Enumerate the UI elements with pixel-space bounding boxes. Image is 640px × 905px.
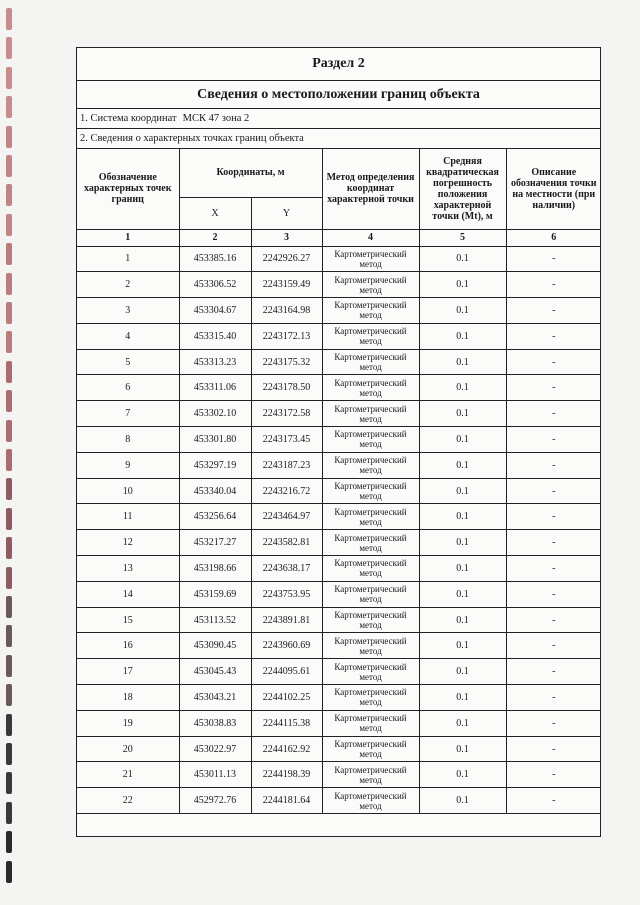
method-cell: Картометрический метод bbox=[322, 788, 419, 814]
error-cell: 0.1 bbox=[419, 401, 506, 427]
x-coordinate-cell: 453306.52 bbox=[179, 272, 251, 298]
description-cell: - bbox=[506, 478, 601, 504]
point-number-cell: 7 bbox=[77, 401, 179, 427]
binding-hole bbox=[6, 420, 12, 442]
y-coordinate-cell: 2243891.81 bbox=[251, 607, 322, 633]
y-coordinate-cell: 2243172.58 bbox=[251, 401, 322, 427]
y-coordinate-cell: 2244115.38 bbox=[251, 710, 322, 736]
point-number-cell: 1 bbox=[77, 246, 179, 272]
method-cell: Картометрический метод bbox=[322, 504, 419, 530]
table-row bbox=[77, 736, 601, 762]
point-number-cell: 17 bbox=[77, 659, 179, 685]
method-cell: Картометрический метод bbox=[322, 607, 419, 633]
y-coordinate-cell: 2243173.45 bbox=[251, 427, 322, 453]
description-cell: - bbox=[506, 375, 601, 401]
x-coordinate-cell: 453302.10 bbox=[179, 401, 251, 427]
table-row bbox=[77, 633, 601, 659]
point-number-cell: 16 bbox=[77, 633, 179, 659]
table-row bbox=[77, 349, 601, 375]
error-cell: 0.1 bbox=[419, 427, 506, 453]
description-cell: - bbox=[506, 504, 601, 530]
description-cell: - bbox=[506, 272, 601, 298]
column-number: 2 bbox=[179, 229, 251, 246]
method-cell: Картометрический метод bbox=[322, 298, 419, 324]
x-coordinate-cell: 453022.97 bbox=[179, 736, 251, 762]
x-coordinate-cell: 453113.52 bbox=[179, 607, 251, 633]
error-cell: 0.1 bbox=[419, 504, 506, 530]
method-cell: Картометрический метод bbox=[322, 685, 419, 711]
table-row bbox=[77, 685, 601, 711]
binding-hole bbox=[6, 655, 12, 677]
y-coordinate-cell: 2243960.69 bbox=[251, 633, 322, 659]
binding-hole bbox=[6, 361, 12, 383]
binding-hole bbox=[6, 537, 12, 559]
point-number-cell: 13 bbox=[77, 556, 179, 582]
binding-hole bbox=[6, 8, 12, 30]
description-cell: - bbox=[506, 762, 601, 788]
description-cell: - bbox=[506, 349, 601, 375]
coordinate-system-value: МСК 47 зона 2 bbox=[182, 113, 250, 124]
header-coords: Координаты, м bbox=[179, 149, 322, 197]
section-subtitle: Сведения о местоположении границ объекта bbox=[77, 81, 600, 109]
table-row bbox=[77, 530, 601, 556]
column-number: 5 bbox=[419, 229, 506, 246]
x-coordinate-cell: 453038.83 bbox=[179, 710, 251, 736]
point-number-cell: 5 bbox=[77, 349, 179, 375]
table-row bbox=[77, 788, 601, 814]
x-coordinate-cell: 453011.13 bbox=[179, 762, 251, 788]
method-cell: Картометрический метод bbox=[322, 581, 419, 607]
method-cell: Картометрический метод bbox=[322, 478, 419, 504]
y-coordinate-cell: 2243216.72 bbox=[251, 478, 322, 504]
method-cell: Картометрический метод bbox=[322, 375, 419, 401]
point-number-cell: 19 bbox=[77, 710, 179, 736]
method-cell: Картометрический метод bbox=[322, 427, 419, 453]
binding-hole bbox=[6, 302, 12, 324]
table-row bbox=[77, 504, 601, 530]
binding-hole bbox=[6, 714, 12, 736]
point-number-cell: 2 bbox=[77, 272, 179, 298]
point-number-cell: 22 bbox=[77, 788, 179, 814]
point-number-cell: 10 bbox=[77, 478, 179, 504]
y-coordinate-cell: 2244162.92 bbox=[251, 736, 322, 762]
description-cell: - bbox=[506, 452, 601, 478]
table-row bbox=[77, 452, 601, 478]
column-numbers-row bbox=[77, 229, 601, 246]
column-number: 6 bbox=[506, 229, 601, 246]
table-row bbox=[77, 323, 601, 349]
point-number-cell: 14 bbox=[77, 581, 179, 607]
method-cell: Картометрический метод bbox=[322, 659, 419, 685]
binding-hole bbox=[6, 772, 12, 794]
table-row bbox=[77, 427, 601, 453]
x-coordinate-cell: 452972.76 bbox=[179, 788, 251, 814]
x-coordinate-cell: 453297.19 bbox=[179, 452, 251, 478]
table-row bbox=[77, 272, 601, 298]
table-row bbox=[77, 659, 601, 685]
binding-hole bbox=[6, 214, 12, 236]
point-number-cell: 12 bbox=[77, 530, 179, 556]
x-coordinate-cell: 453304.67 bbox=[179, 298, 251, 324]
description-cell: - bbox=[506, 246, 601, 272]
error-cell: 0.1 bbox=[419, 633, 506, 659]
table-row bbox=[77, 246, 601, 272]
error-cell: 0.1 bbox=[419, 375, 506, 401]
error-cell: 0.1 bbox=[419, 452, 506, 478]
point-number-cell: 11 bbox=[77, 504, 179, 530]
y-coordinate-cell: 2243464.97 bbox=[251, 504, 322, 530]
coordinate-system-label: 1. Система координат bbox=[80, 113, 177, 124]
binding-hole bbox=[6, 126, 12, 148]
table-row bbox=[77, 607, 601, 633]
point-number-cell: 15 bbox=[77, 607, 179, 633]
method-cell: Картометрический метод bbox=[322, 710, 419, 736]
description-cell: - bbox=[506, 685, 601, 711]
binding-hole bbox=[6, 243, 12, 265]
table-row bbox=[77, 762, 601, 788]
y-coordinate-cell: 2243638.17 bbox=[251, 556, 322, 582]
binding-hole bbox=[6, 508, 12, 530]
y-coordinate-cell: 2244181.64 bbox=[251, 788, 322, 814]
y-coordinate-cell: 2243159.49 bbox=[251, 272, 322, 298]
method-cell: Картометрический метод bbox=[322, 246, 419, 272]
binding-hole bbox=[6, 37, 12, 59]
coordinate-system-line bbox=[77, 109, 600, 129]
binding-hole bbox=[6, 449, 12, 471]
x-coordinate-cell: 453045.43 bbox=[179, 659, 251, 685]
y-coordinate-cell: 2244198.39 bbox=[251, 762, 322, 788]
description-cell: - bbox=[506, 710, 601, 736]
header-description: Описание обозначения точки на местности (при наличии) bbox=[506, 149, 601, 229]
description-cell: - bbox=[506, 556, 601, 582]
section-title: Раздел 2 bbox=[77, 48, 600, 81]
binding-hole bbox=[6, 684, 12, 706]
error-cell: 0.1 bbox=[419, 272, 506, 298]
error-cell: 0.1 bbox=[419, 349, 506, 375]
description-cell: - bbox=[506, 323, 601, 349]
point-number-cell: 8 bbox=[77, 427, 179, 453]
description-cell: - bbox=[506, 659, 601, 685]
description-cell: - bbox=[506, 401, 601, 427]
method-cell: Картометрический метод bbox=[322, 633, 419, 659]
method-cell: Картометрический метод bbox=[322, 323, 419, 349]
error-cell: 0.1 bbox=[419, 685, 506, 711]
x-coordinate-cell: 453159.69 bbox=[179, 581, 251, 607]
binding-hole bbox=[6, 567, 12, 589]
point-number-cell: 21 bbox=[77, 762, 179, 788]
binding-hole bbox=[6, 155, 12, 177]
description-cell: - bbox=[506, 736, 601, 762]
table-row bbox=[77, 478, 601, 504]
table-tail bbox=[77, 814, 600, 831]
binding-hole bbox=[6, 67, 12, 89]
table-row bbox=[77, 581, 601, 607]
header-method: Метод определения координат характерной точки bbox=[322, 149, 419, 229]
error-cell: 0.1 bbox=[419, 736, 506, 762]
x-coordinate-cell: 453043.21 bbox=[179, 685, 251, 711]
y-coordinate-cell: 2242926.27 bbox=[251, 246, 322, 272]
binding-hole bbox=[6, 331, 12, 353]
point-number-cell: 20 bbox=[77, 736, 179, 762]
description-cell: - bbox=[506, 427, 601, 453]
error-cell: 0.1 bbox=[419, 581, 506, 607]
method-cell: Картометрический метод bbox=[322, 762, 419, 788]
y-coordinate-cell: 2244102.25 bbox=[251, 685, 322, 711]
error-cell: 0.1 bbox=[419, 762, 506, 788]
y-coordinate-cell: 2243164.98 bbox=[251, 298, 322, 324]
point-number-cell: 4 bbox=[77, 323, 179, 349]
error-cell: 0.1 bbox=[419, 298, 506, 324]
method-cell: Картометрический метод bbox=[322, 556, 419, 582]
x-coordinate-cell: 453311.06 bbox=[179, 375, 251, 401]
error-cell: 0.1 bbox=[419, 556, 506, 582]
x-coordinate-cell: 453090.45 bbox=[179, 633, 251, 659]
x-coordinate-cell: 453385.16 bbox=[179, 246, 251, 272]
error-cell: 0.1 bbox=[419, 530, 506, 556]
header-x: X bbox=[179, 197, 251, 229]
point-number-cell: 18 bbox=[77, 685, 179, 711]
table-row bbox=[77, 401, 601, 427]
description-cell: - bbox=[506, 607, 601, 633]
y-coordinate-cell: 2243178.50 bbox=[251, 375, 322, 401]
y-coordinate-cell: 2244095.61 bbox=[251, 659, 322, 685]
y-coordinate-cell: 2243175.32 bbox=[251, 349, 322, 375]
x-coordinate-cell: 453313.23 bbox=[179, 349, 251, 375]
binding-hole bbox=[6, 625, 12, 647]
column-number: 3 bbox=[251, 229, 322, 246]
description-cell: - bbox=[506, 581, 601, 607]
points-table bbox=[77, 149, 601, 814]
description-cell: - bbox=[506, 788, 601, 814]
table-row bbox=[77, 710, 601, 736]
x-coordinate-cell: 453217.27 bbox=[179, 530, 251, 556]
error-cell: 0.1 bbox=[419, 246, 506, 272]
method-cell: Картометрический метод bbox=[322, 530, 419, 556]
point-number-cell: 9 bbox=[77, 452, 179, 478]
binding-hole bbox=[6, 596, 12, 618]
y-coordinate-cell: 2243582.81 bbox=[251, 530, 322, 556]
table-row bbox=[77, 556, 601, 582]
header-error: Средняя квадратическая погрешность положения характерной точки (Mt), м bbox=[419, 149, 506, 229]
error-cell: 0.1 bbox=[419, 478, 506, 504]
x-coordinate-cell: 453256.64 bbox=[179, 504, 251, 530]
binding-holes bbox=[0, 0, 22, 905]
binding-hole bbox=[6, 390, 12, 412]
description-cell: - bbox=[506, 530, 601, 556]
header-y: Y bbox=[251, 197, 322, 229]
method-cell: Картометрический метод bbox=[322, 452, 419, 478]
description-cell: - bbox=[506, 298, 601, 324]
point-number-cell: 6 bbox=[77, 375, 179, 401]
point-number-cell: 3 bbox=[77, 298, 179, 324]
column-number: 4 bbox=[322, 229, 419, 246]
binding-hole bbox=[6, 478, 12, 500]
error-cell: 0.1 bbox=[419, 788, 506, 814]
error-cell: 0.1 bbox=[419, 323, 506, 349]
binding-hole bbox=[6, 184, 12, 206]
error-cell: 0.1 bbox=[419, 607, 506, 633]
y-coordinate-cell: 2243753.95 bbox=[251, 581, 322, 607]
error-cell: 0.1 bbox=[419, 710, 506, 736]
binding-hole bbox=[6, 743, 12, 765]
binding-hole bbox=[6, 96, 12, 118]
error-cell: 0.1 bbox=[419, 659, 506, 685]
table-row bbox=[77, 298, 601, 324]
x-coordinate-cell: 453340.04 bbox=[179, 478, 251, 504]
y-coordinate-cell: 2243172.13 bbox=[251, 323, 322, 349]
x-coordinate-cell: 453315.40 bbox=[179, 323, 251, 349]
method-cell: Картометрический метод bbox=[322, 272, 419, 298]
binding-hole bbox=[6, 831, 12, 853]
column-number: 1 bbox=[77, 229, 179, 246]
method-cell: Картометрический метод bbox=[322, 349, 419, 375]
header-point: Обозначение характерных точек границ bbox=[77, 149, 179, 229]
y-coordinate-cell: 2243187.23 bbox=[251, 452, 322, 478]
method-cell: Картометрический метод bbox=[322, 736, 419, 762]
binding-hole bbox=[6, 802, 12, 824]
document-page bbox=[76, 47, 601, 837]
x-coordinate-cell: 453301.80 bbox=[179, 427, 251, 453]
x-coordinate-cell: 453198.66 bbox=[179, 556, 251, 582]
binding-hole bbox=[6, 861, 12, 883]
binding-hole bbox=[6, 273, 12, 295]
points-section-label: 2. Сведения о характерных точках границ объекта bbox=[77, 129, 600, 149]
method-cell: Картометрический метод bbox=[322, 401, 419, 427]
description-cell: - bbox=[506, 633, 601, 659]
table-row bbox=[77, 375, 601, 401]
